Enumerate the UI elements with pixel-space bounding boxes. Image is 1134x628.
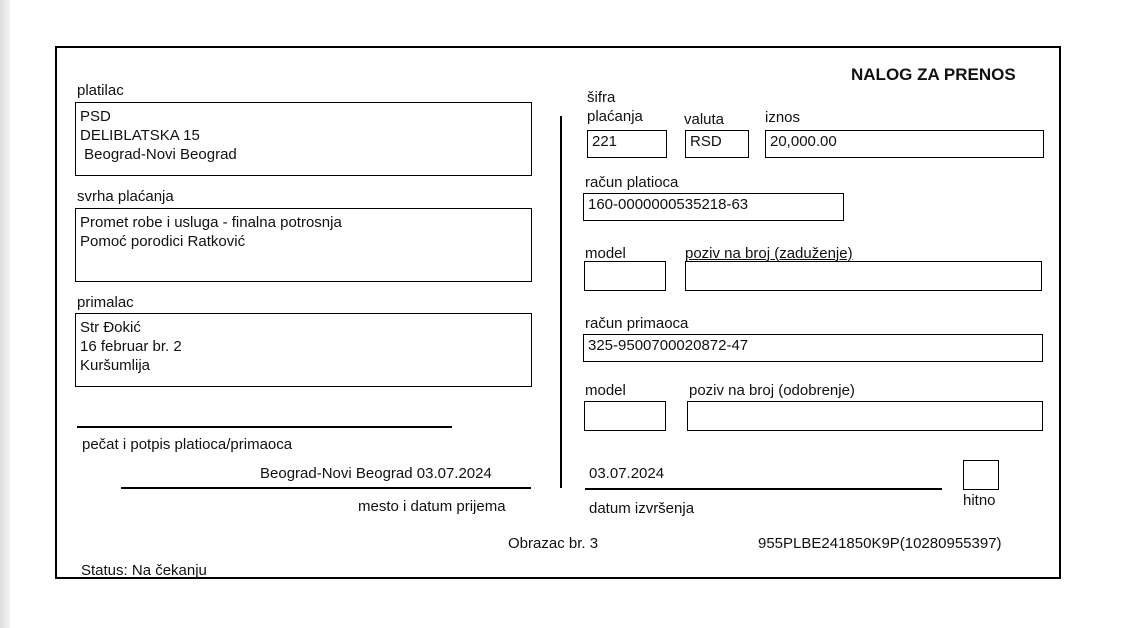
- amount-label: iznos: [765, 109, 801, 126]
- credit-model-field[interactable]: [584, 401, 666, 431]
- place-date-label: mesto i datum prijema: [358, 498, 506, 515]
- debit-model-label: model: [585, 245, 626, 262]
- credit-model-label: model: [585, 382, 626, 399]
- amount-value: 20,000.00: [770, 133, 837, 150]
- urgent-checkbox[interactable]: [963, 460, 999, 490]
- execution-date-label: datum izvršenja: [589, 500, 695, 517]
- debit-model-field[interactable]: [584, 261, 666, 291]
- execution-date-line: [585, 488, 942, 490]
- recipient-label: primalac: [77, 294, 134, 311]
- page-edge-shadow: [0, 0, 10, 628]
- payment-code-field[interactable]: [587, 130, 667, 158]
- execution-date-value: 03.07.2024: [589, 465, 665, 482]
- currency-field[interactable]: [685, 130, 749, 158]
- currency-value: RSD: [690, 133, 722, 150]
- payment-code-label: šifra: [587, 89, 616, 106]
- debit-reference-field[interactable]: [685, 261, 1042, 291]
- amount-field[interactable]: [765, 130, 1044, 158]
- recipient-line: Kuršumlija: [80, 357, 151, 374]
- purpose-line: Pomoć porodici Ratković: [80, 233, 246, 250]
- payer-account-field[interactable]: [583, 193, 844, 221]
- status-text: Status: Na čekanju: [81, 562, 207, 579]
- purpose-line: Promet robe i usluga - finalna potrosnja: [80, 214, 342, 231]
- payer-line: DELIBLATSKA 15: [80, 127, 200, 144]
- payer-field[interactable]: [75, 102, 532, 176]
- payment-order-form: [55, 46, 1061, 579]
- form-number: Obrazac br. 3: [508, 535, 599, 552]
- currency-label: valuta: [684, 111, 725, 128]
- payer-line: Beograd-Novi Beograd: [80, 146, 237, 163]
- purpose-label: svrha plaćanja: [77, 188, 174, 205]
- recipient-line: 16 februar br. 2: [80, 338, 182, 355]
- signature-label: pečat i potpis platioca/primaoca: [82, 436, 293, 453]
- payer-account-label: račun platioca: [585, 174, 679, 191]
- credit-reference-field[interactable]: [687, 401, 1043, 431]
- reference-code: 955PLBE241850K9P(10280955397): [758, 535, 1002, 552]
- recipient-account-value: 325-9500700020872-47: [588, 337, 749, 354]
- place-date-line: [121, 487, 531, 489]
- debit-reference-label: poziv na broj (zaduženje): [685, 245, 853, 262]
- recipient-account-label: račun primaoca: [585, 315, 689, 332]
- payer-label: platilac: [77, 82, 124, 99]
- purpose-field[interactable]: [75, 208, 532, 282]
- signature-line: [77, 426, 452, 428]
- payment-code-value: 221: [592, 133, 618, 150]
- form-title: NALOG ZA PRENOS: [851, 65, 1016, 84]
- payer-account-value: 160-0000000535218-63: [588, 196, 749, 213]
- place-date-value: Beograd-Novi Beograd 03.07.2024: [260, 465, 492, 482]
- payment-code-label-2: plaćanja: [587, 108, 643, 125]
- payer-line: PSD: [80, 108, 111, 125]
- recipient-field[interactable]: [75, 313, 532, 387]
- credit-reference-label: poziv na broj (odobrenje): [689, 382, 855, 399]
- recipient-account-field[interactable]: [583, 334, 1043, 362]
- recipient-line: Str Đokić: [80, 319, 141, 336]
- urgent-label: hitno: [963, 492, 996, 509]
- column-divider: [560, 116, 562, 488]
